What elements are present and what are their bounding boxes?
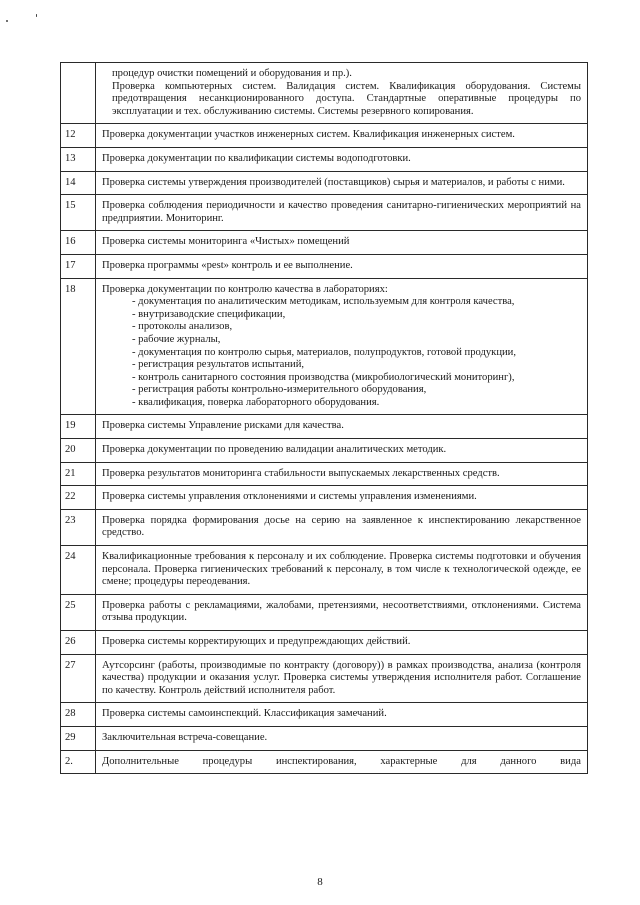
list-item: - внутризаводские спецификации,: [132, 308, 286, 320]
row-number: 21: [61, 462, 96, 486]
row-text: Проверка системы самоинспекций. Классификация замечаний.: [96, 703, 588, 727]
row-text: Проверка документации по контролю качества в лабораториях:: [102, 283, 388, 295]
table-row: [61, 195, 588, 231]
row-text: Проверка соблюдения периодичности и качество проведения санитарно-гигиенических мероприятий на предприятии. Мониторинг.: [96, 195, 588, 231]
word: Дополнительные: [102, 755, 179, 767]
row-number: 15: [61, 195, 96, 231]
list-item: - регистрация работы контрольно-измерительного оборудования,: [132, 384, 427, 396]
table-row: [61, 63, 588, 124]
word: инспектирования,: [275, 755, 357, 767]
row-text: Проверка системы мониторинга «Чистых» помещений: [96, 231, 588, 255]
table-row: [61, 124, 588, 148]
row-number: 20: [61, 439, 96, 463]
word: процедуры: [202, 755, 253, 767]
row-text: Проверка результатов мониторинга стабильности выпускаемых лекарственных средств.: [96, 462, 588, 486]
word: для: [461, 755, 477, 767]
table-row: [61, 631, 588, 655]
row-number-cell: [61, 63, 96, 124]
row-number: 23: [61, 509, 96, 545]
table-row: [61, 231, 588, 255]
table-row: [61, 546, 588, 595]
table-row: [61, 171, 588, 195]
row-text: Проверка работы с рекламациями, жалобами, претензиями, несоответствиями, отклонениями. Система отзыва продукции.: [96, 594, 588, 630]
table-row: [61, 254, 588, 278]
list-item: - протоколы анализов,: [132, 321, 233, 333]
row-text: Проверка программы «pest» контроль и ее выполнение.: [96, 254, 588, 278]
table-row: [61, 509, 588, 545]
list-item: - документация по контролю сырья, материалов, полупродуктов, готовой продукции,: [132, 346, 516, 358]
row-number: 2.: [61, 750, 96, 774]
word: характерные: [380, 755, 438, 767]
row-number: 25: [61, 594, 96, 630]
table-row: [61, 439, 588, 463]
table-row: [61, 750, 588, 774]
table-row: [61, 703, 588, 727]
scan-speck: [36, 14, 37, 17]
row-number: 29: [61, 726, 96, 750]
row-text-cell: [96, 63, 588, 124]
table-row: [61, 278, 588, 415]
row-text: Проверка системы управления отклонениями и системы управления изменениями.: [96, 486, 588, 510]
table-row: [61, 415, 588, 439]
list-item: - квалификация, поверка лабораторного оборудования.: [132, 396, 380, 408]
row-text-cell: [96, 750, 588, 774]
row-number: 24: [61, 546, 96, 595]
row-number: 17: [61, 254, 96, 278]
row-number: 14: [61, 171, 96, 195]
table-row: [61, 594, 588, 630]
row-number: 18: [61, 278, 96, 415]
table-row: [61, 726, 588, 750]
row-text-cell: [96, 278, 588, 415]
list-item: - регистрация результатов испытаний,: [132, 359, 305, 371]
row-number: 19: [61, 415, 96, 439]
table-row: [61, 486, 588, 510]
row-text: Проверка системы корректирующих и предупреждающих действий.: [96, 631, 588, 655]
row-number: 13: [61, 147, 96, 171]
row-number: 16: [61, 231, 96, 255]
row-text: [102, 756, 581, 769]
row-text: Проверка документации по квалификации системы водоподготовки.: [96, 147, 588, 171]
row-number: 28: [61, 703, 96, 727]
list-item: - рабочие журналы,: [132, 333, 221, 345]
list-item: - контроль санитарного состояния производства (микробиологический мониторинг),: [132, 371, 515, 383]
row-number: 22: [61, 486, 96, 510]
inspection-procedures-table: [60, 62, 588, 774]
word: данного: [500, 755, 537, 767]
row-text: Квалификационные требования к персоналу и их соблюдение. Проверка системы подготовки и обучения персонала. Проверка гигиенических требований к персоналу, в том числе к технологической одежде, ее смене; процедуры переодевания.: [96, 546, 588, 595]
page-number: 8: [317, 876, 323, 888]
row-text: Проверка порядка формирования досье на серию на заявленное к инспектированию лекарственное средство.: [96, 509, 588, 545]
row-text: Проверка документации участков инженерных систем. Квалификация инженерных систем.: [96, 124, 588, 148]
row-number: 26: [61, 631, 96, 655]
word: вида: [560, 755, 581, 767]
scan-speck: [6, 20, 8, 22]
row-number: 12: [61, 124, 96, 148]
list-item: - документация по аналитическим методикам, используемым для контроля качества,: [132, 296, 515, 308]
row-text: Аутсорсинг (работы, производимые по контракту (договору)) в рамках производства, анализа (контроля качества) продукции и оказания услуг. Проверка системы утверждения исполнителя работ. Соглашение по качеству. Контроль действий исполнителя работ.: [96, 654, 588, 703]
table-row: [61, 654, 588, 703]
row-text: Проверка компьютерных систем. Валидация систем. Квалификация оборудования. Системы предотвращения несанкционированного доступа. Стандартные оперативные процедуры по эксплуатации и тех. обслуживанию системы. Системы резервного копирования.: [112, 80, 581, 117]
table-row: [61, 462, 588, 486]
table-row: [61, 147, 588, 171]
row-text: Заключительная встреча-совещание.: [96, 726, 588, 750]
row-text: Проверка документации по проведению валидации аналитических методик.: [96, 439, 588, 463]
row-number: 27: [61, 654, 96, 703]
row-text: Проверка системы утверждения производителей (поставщиков) сырья и материалов, и работы с ними.: [96, 171, 588, 195]
row-text: Проверка системы Управление рисками для качества.: [96, 415, 588, 439]
row-text: процедур очистки помещений и оборудования и пр.).: [112, 68, 352, 79]
